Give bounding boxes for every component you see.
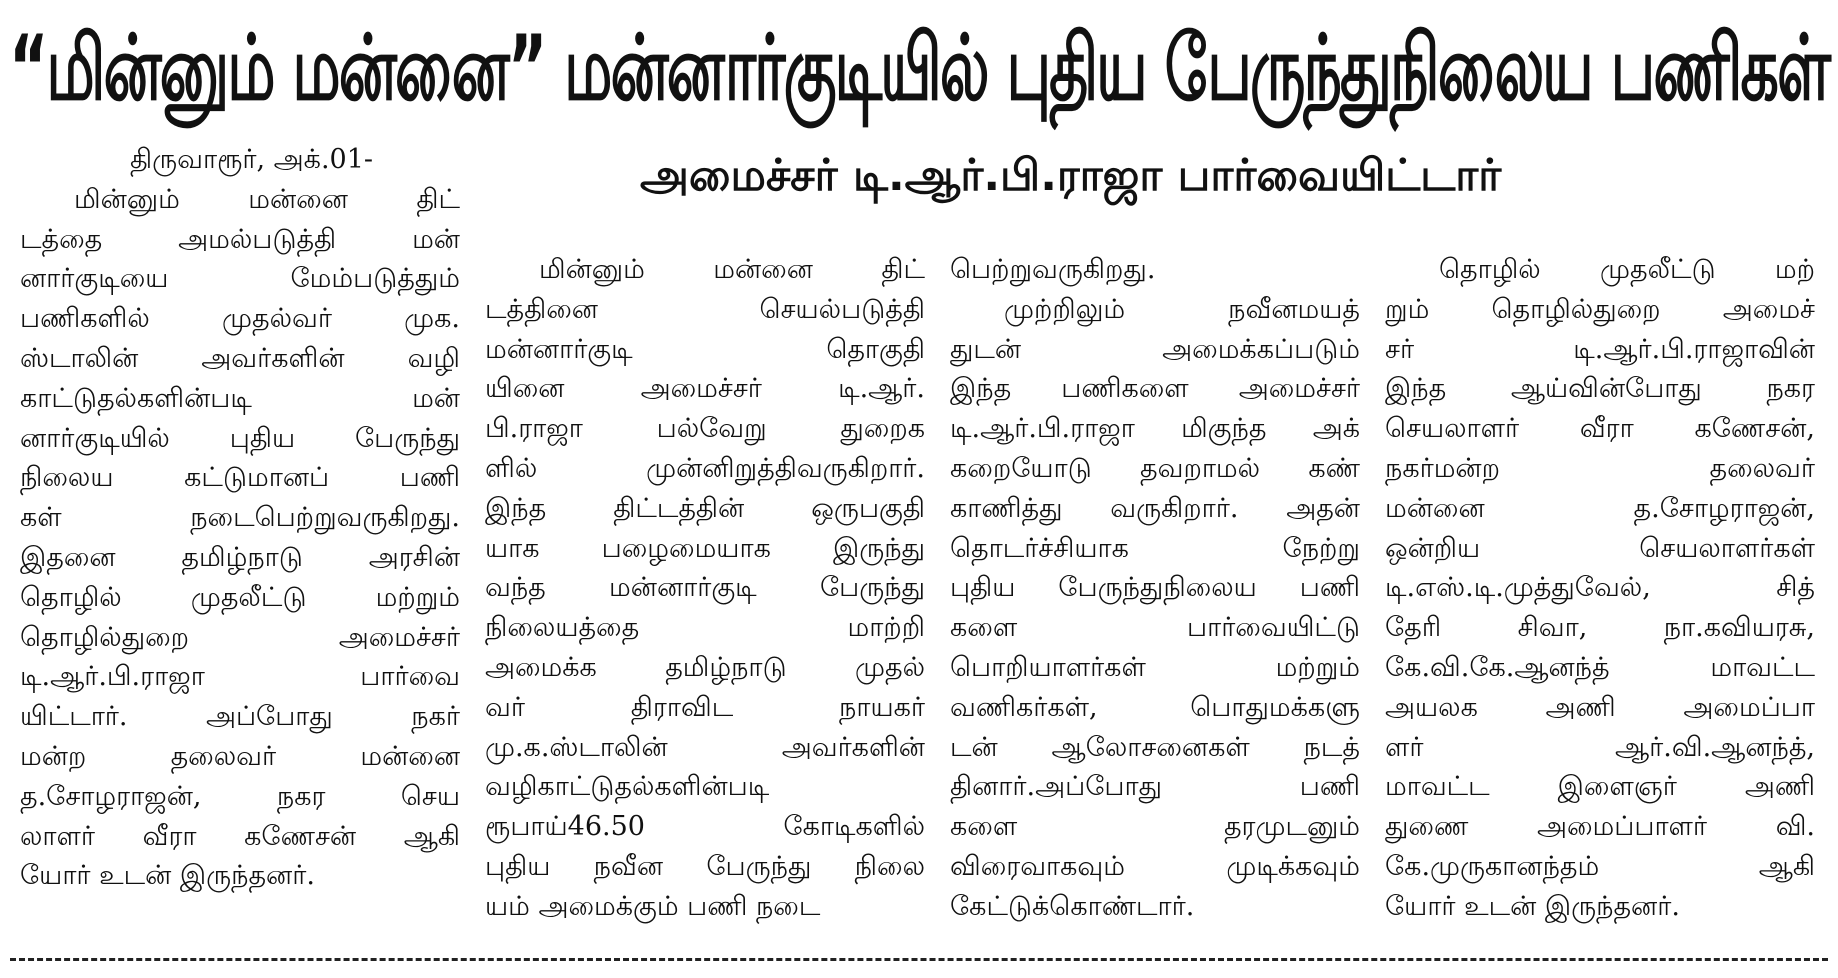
- column-4-body: [1385, 250, 1815, 927]
- text-line: துணை அமைப்பாளர் வி.: [1385, 811, 1815, 843]
- text-line: தினார்.அப்போது பணி: [950, 771, 1360, 803]
- text-line: டத்தை அமல்படுத்தி மன்: [20, 223, 460, 255]
- text-line: மு.க.ஸ்டாலின் அவர்களின்: [485, 731, 925, 763]
- text-line: களை பார்வையிட்டு: [950, 612, 1360, 644]
- text-line: தேரி சிவா, நா.கவியரசு,: [1385, 612, 1815, 644]
- text-line: இந்த பணிகளை அமைச்சர்: [950, 373, 1360, 405]
- text-line: ஒன்றிய செயலாளர்கள்: [1385, 532, 1815, 564]
- text-line: தொழில் முதலீட்டு மற்: [1439, 254, 1815, 285]
- article-column-2: [485, 250, 925, 927]
- text-line: ரூபாய்46.50 கோடிகளில்: [485, 811, 925, 843]
- text-line: கேட்டுக்கொண்டார்.: [950, 890, 1195, 922]
- headline-text: “மின்னும் மன்னை” மன்னார்குடியில் புதிய பேருந்துநிலைய பணிகள்: [8, 16, 1830, 122]
- text-line: யிட்டார். அப்போது நகர்: [20, 701, 460, 733]
- text-line: வர் திராவிட நாயகர்: [485, 691, 925, 723]
- column-1-body: [20, 180, 460, 896]
- text-line: வழிகாட்டுதல்களின்படி: [485, 771, 770, 803]
- text-line: கே.முருகானந்தம் ஆகி: [1385, 850, 1815, 882]
- text-line: டன் ஆலோசனைகள் நடத்: [950, 731, 1360, 763]
- text-line: விரைவாகவும் முடிக்கவும்: [950, 850, 1360, 882]
- text-line: கறையோடு தவறாமல் கண்: [950, 452, 1360, 484]
- text-line: லாளர் வீரா கணேசன் ஆகி: [20, 820, 460, 852]
- text-line: யம் அமைக்கும் பணி நடை: [485, 890, 821, 922]
- text-line: அயலக அணி அமைப்பா: [1385, 691, 1815, 723]
- text-line: புதிய நவீன பேருந்து நிலை: [485, 850, 925, 882]
- text-line: பொறியாளர்கள் மற்றும்: [950, 651, 1360, 683]
- text-line: றும் தொழில்துறை அமைச்: [1385, 293, 1815, 325]
- text-line: ஸ்டாலின் அவர்களின் வழி: [20, 342, 460, 374]
- text-line: கள் நடைபெற்றுவருகிறது.: [20, 502, 460, 534]
- text-line: தொழில்துறை அமைச்சர்: [20, 621, 460, 653]
- text-line: யாக பழைமையாக இருந்து: [485, 532, 925, 564]
- text-line: த.சோழராஜன், நகர செய: [20, 780, 460, 812]
- article-column-4: [1385, 250, 1815, 927]
- text-line: டி.எஸ்.டி.முத்துவேல், சித்: [1385, 572, 1815, 604]
- text-line: செயலாளர் வீரா கணேசன்,: [1385, 413, 1815, 445]
- text-line: இதனை தமிழ்நாடு அரசின்: [20, 541, 460, 573]
- text-line: இந்த திட்டத்தின் ஒருபகுதி: [485, 492, 925, 524]
- page-bottom-divider: [10, 958, 1828, 961]
- text-line: பணிகளில் முதல்வர் முக.: [20, 303, 460, 335]
- text-line: முற்றிலும் நவீனமயத்: [1004, 293, 1360, 325]
- text-line: ளில் முன்னிறுத்திவருகிறார்.: [485, 452, 925, 484]
- text-line: காணித்து வருகிறார். அதன்: [950, 492, 1360, 524]
- text-line: னார்குடியில் புதிய பேருந்து: [20, 422, 460, 454]
- text-line: மன்னார்குடி தொகுதி: [485, 333, 925, 365]
- text-line: தொழில் முதலீட்டு மற்றும்: [20, 581, 460, 613]
- text-line: டி.ஆர்.பி.ராஜா மிகுந்த அக்: [950, 413, 1360, 445]
- text-line: பெற்றுவருகிறது.: [950, 254, 1156, 285]
- text-line: இந்த ஆய்வின்போது நகர: [1385, 373, 1815, 405]
- text-line: வணிகர்கள், பொதுமக்களு: [950, 691, 1360, 723]
- text-line: யோர் உடன் இருந்தனர்.: [1385, 890, 1680, 922]
- text-line: புதிய பேருந்துநிலைய பணி: [950, 572, 1360, 604]
- subheadline: அமைச்சர் டி.ஆர்.பி.ராஜா பார்வையிட்டார்: [640, 150, 1502, 201]
- text-line: மின்னும் மன்னை திட்: [539, 254, 925, 285]
- text-line: கே.வி.கே.ஆனந்த் மாவட்ட: [1385, 651, 1815, 683]
- text-line: னார்குடியை மேம்படுத்தும்: [20, 263, 460, 295]
- text-line: தொடர்ச்சியாக நேற்று: [950, 532, 1360, 564]
- text-line: மன்னை த.சோழராஜன்,: [1385, 492, 1815, 524]
- column-2-body: [485, 250, 925, 927]
- text-line: ளர் ஆர்.வி.ஆனந்த்,: [1385, 731, 1815, 763]
- dateline: திருவாரூர், அக்.01-: [130, 144, 374, 175]
- text-line: மன்ற தலைவர் மன்னை: [20, 740, 460, 772]
- text-line: பி.ராஜா பல்வேறு துறைக: [485, 413, 925, 445]
- text-line: மின்னும் மன்னை திட்: [74, 183, 460, 215]
- text-line: டி.ஆர்.பி.ராஜா பார்வை: [20, 661, 460, 693]
- article-column-1: [20, 140, 460, 896]
- text-line: துடன் அமைக்கப்படும்: [950, 333, 1360, 365]
- article-column-3: [950, 250, 1360, 927]
- text-line: நிலையத்தை மாற்றி: [485, 612, 925, 644]
- text-line: அமைக்க தமிழ்நாடு முதல்: [485, 651, 925, 683]
- text-line: காட்டுதல்களின்படி மன்: [20, 382, 460, 414]
- text-line: யோர் உடன் இருந்தனர்.: [20, 860, 315, 892]
- text-line: நிலைய கட்டுமானப் பணி: [20, 462, 460, 494]
- text-line: மாவட்ட இளைஞர் அணி: [1385, 771, 1815, 803]
- text-line: நகர்மன்ற தலைவர்: [1385, 452, 1815, 484]
- headline: [0, 0, 1838, 150]
- text-line: சர் டி.ஆர்.பி.ராஜாவின்: [1385, 333, 1815, 365]
- text-line: களை தரமுடனும்: [950, 811, 1360, 843]
- text-line: யினை அமைச்சர் டி.ஆர்.: [485, 373, 925, 405]
- text-line: வந்த மன்னார்குடி பேருந்து: [485, 572, 925, 604]
- text-line: டத்தினை செயல்படுத்தி: [485, 293, 925, 325]
- column-3-body: [950, 250, 1360, 927]
